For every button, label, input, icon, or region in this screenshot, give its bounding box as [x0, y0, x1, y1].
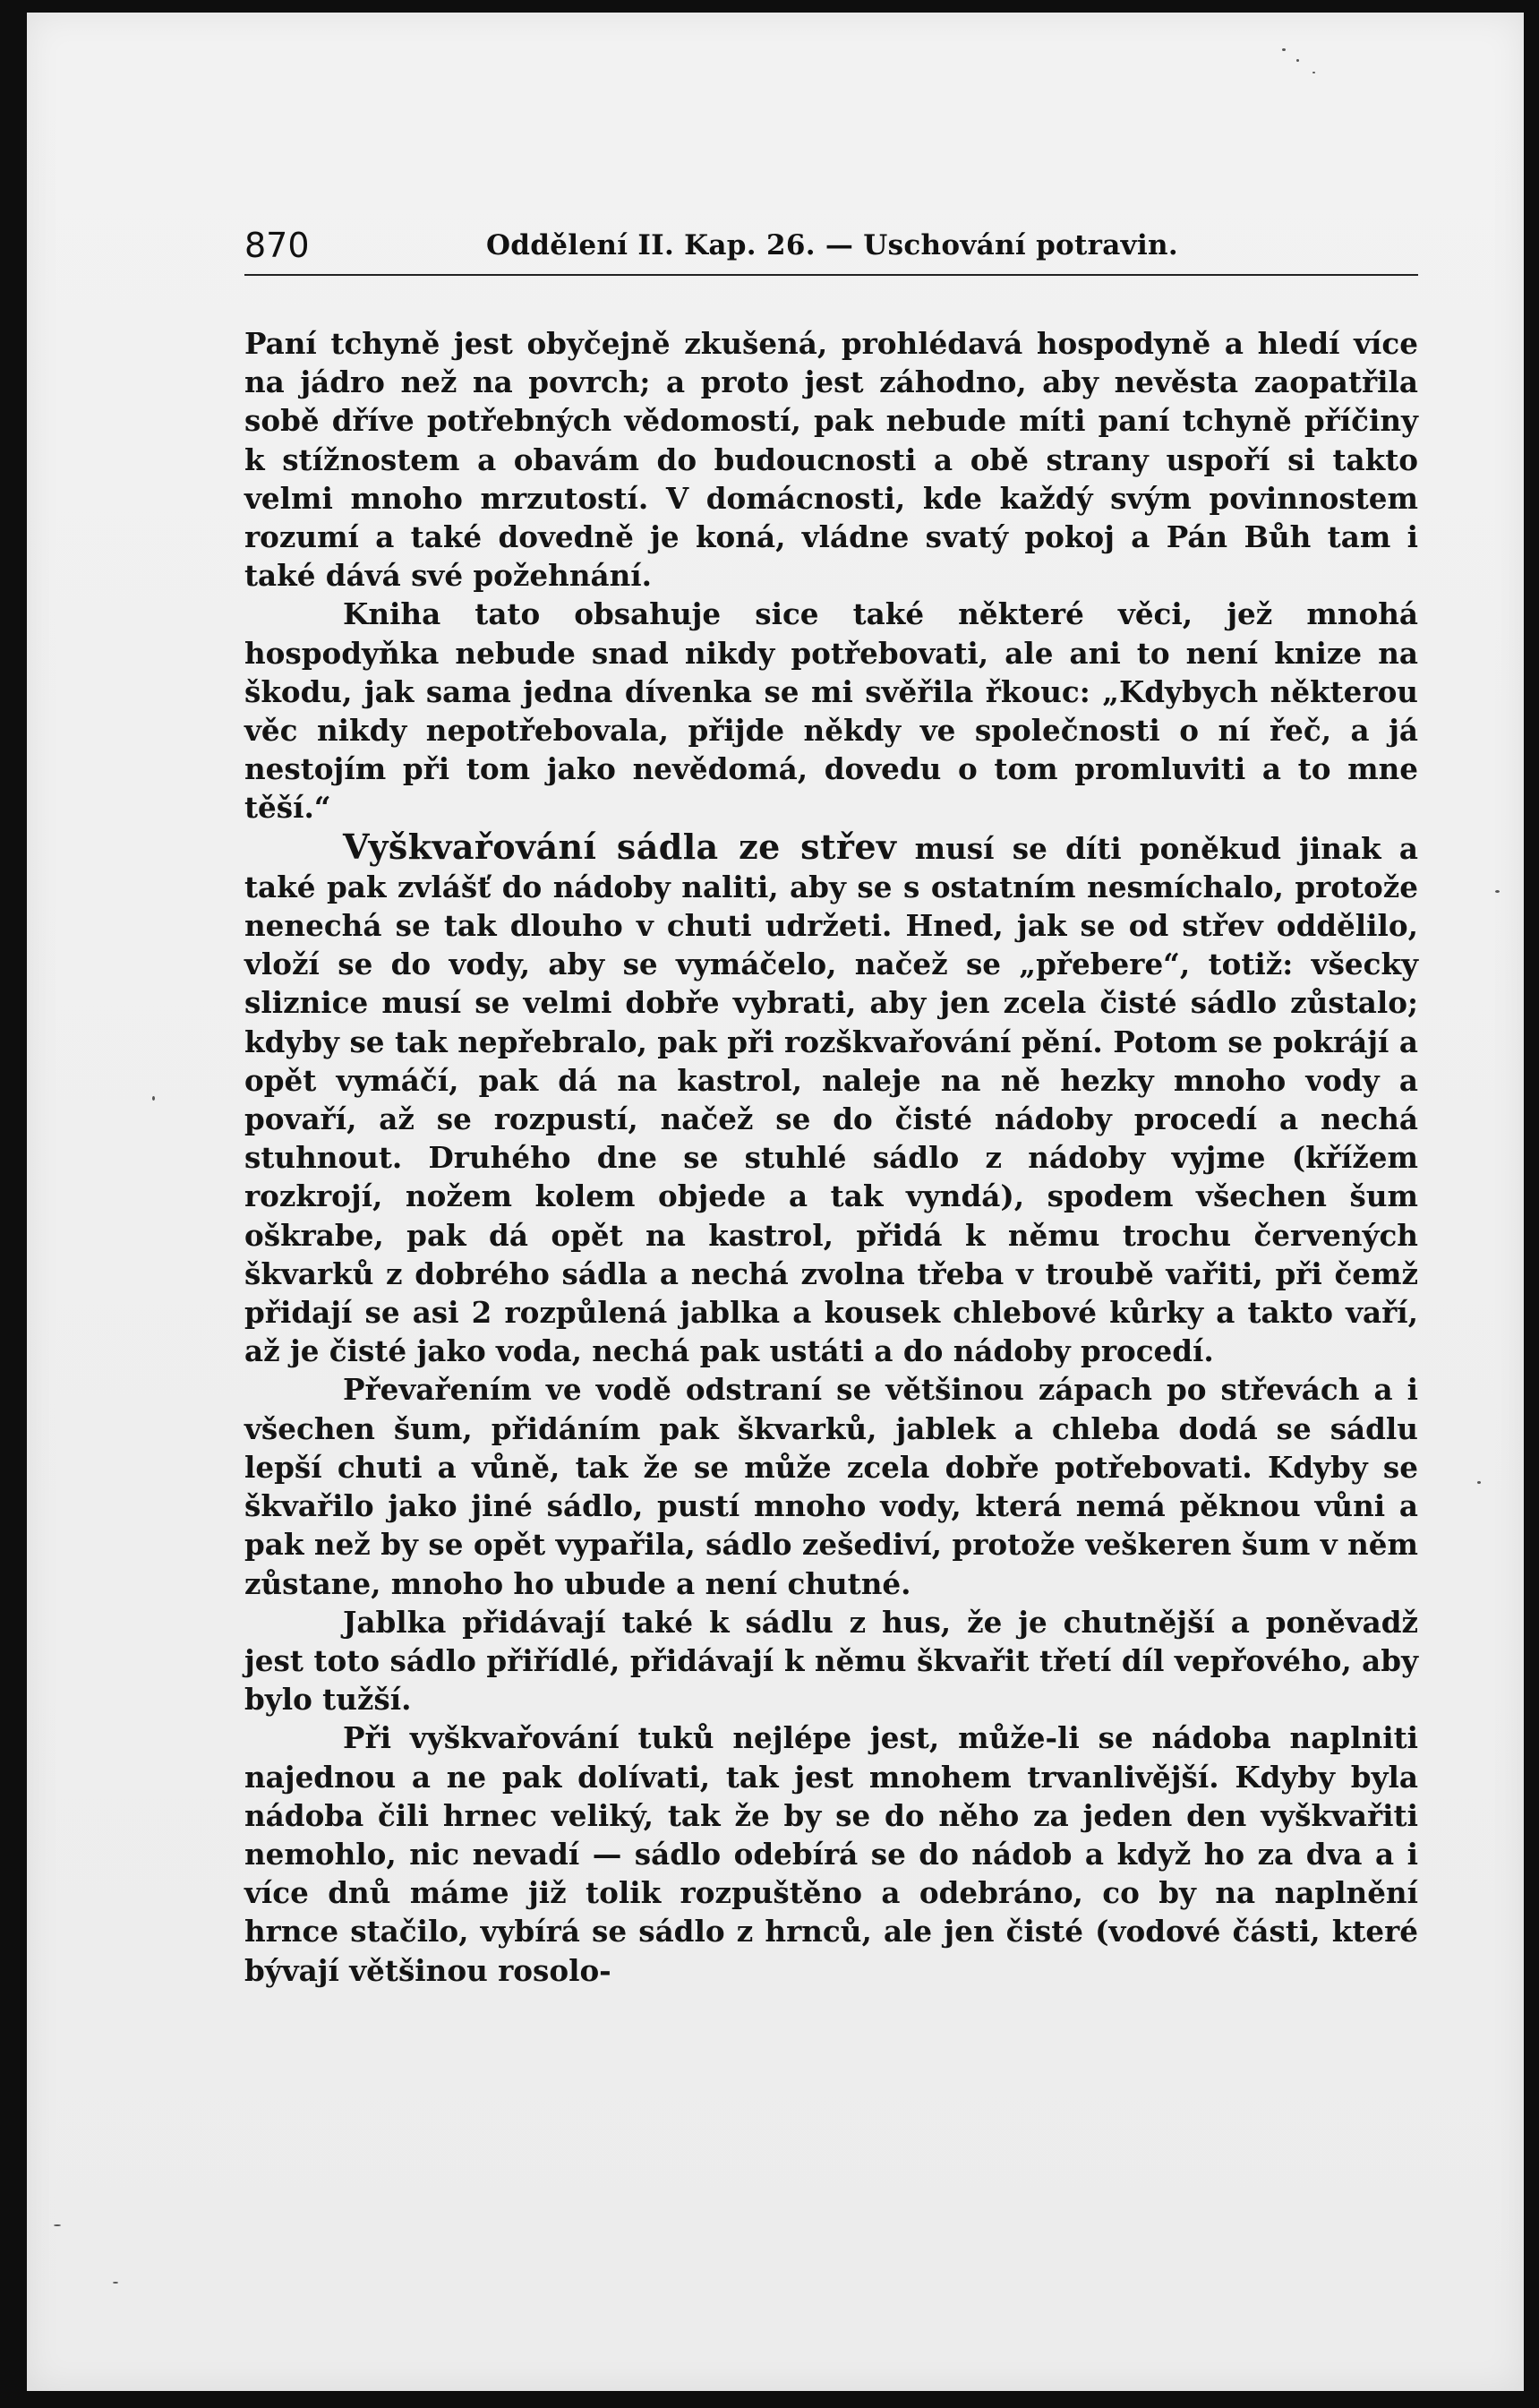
paragraph-6: Při vyškvařování tuků nejlépe jest, může-li se nádoba naplniti najednou a ne pak dolívati, tak jest mnohem trvanlivější. Kdyby byla nádoba čili hrnec veliký, tak že by se do něho za jeden den vyškvařiti nemohlo, nic nevadí — sádlo odebírá se do nádob a když ho za dva a i více dnů máme již tolik rozpuštěno a odebráno, co by na naplnění hrnce stačilo, vybírá se sádlo z hrnců, ale jen čisté (vodové části, které bývají většinou rosolo-	[244, 1720, 1418, 1988]
paragraph-3	[244, 827, 1418, 1371]
section-lead-heading: Vyškvařování sádla ze střev	[343, 826, 897, 867]
paragraph-5: Jablka přidávají také k sádlu z hus, že je chutnější a poněvadž jest toto sádlo přiřídlé, přidávají k němu škvařit třetí díl vepřového, aby bylo tužší.	[244, 1604, 1418, 1718]
paragraph-2: Kniha tato obsahuje sice také některé věci, jež mnohá hospodyňka nebude snad nikdy potřebovati, ale ani to není knize na škodu, jak sama jedna dívenka se mi svěřila řkouc: „Kdybych některou věc nikdy nepotřebovala, přijde někdy ve společnosti o ní řeč, a já nestojím při tom jako nevědomá, dovedu o tom promluviti a to mne těší.“	[244, 596, 1418, 826]
paragraph-3-text: musí se díti poněkud jinak a také pak zvlášť do nádoby naliti, aby se s ostatním nesmíchalo, protože nenechá se tak dlouho v chuti udržeti. Hned, jak se od střev oddělilo, vloží se do vody, aby se vymáčelo, načež se „přebere“, totiž: všecky sliznice musí se velmi dobře vybrati, aby jen zcela čisté sádlo zůstalo; kdyby se tak nepřebralo, pak při rozškvařování pění. Potom se pokrájí a opět vymáčí, pak dá na kastrol, naleje na ně hezky mnoho vody a povaří, až se rozpustí, načež se do čisté nádoby procedí a nechá stuhnout. Druhého dne se stuhlé sádlo z nádoby vyjme (křížem rozkrojí, nožem kolem objede a tak vyndá), spodem všechen šum oškrabe, pak dá opět na kastrol, přidá k němu trochu červených škvarků z dobrého sádla a nechá zvolna třeba v troubě vařiti, při čemž přidají se asi 2 rozpůlená jablka a kousek chlebové kůrky a takto vaří, až je čisté jako voda, nechá pak ustáti a do nádoby procedí.	[244, 830, 1418, 1369]
running-head-title: Oddělení II. Kap. 26. — Uschování potravin.	[486, 229, 1178, 261]
paragraph-1: Paní tchyně jest obyčejně zkušená, prohlédavá hospodyně a hledí více na jádro než na povrch; a proto jest záhodno, aby nevěsta zaopatřila sobě dříve potřebných vědomostí, pak nebude míti paní tchyně příčiny k stížnostem a obavám do budoucnosti a obě strany uspoří si takto velmi mnoho mrzutostí. V domácnosti, kde každý svým povinnostem rozumí a také dovedně je koná, vládne svatý pokoj a Pán Bůh tam i také dává své požehnání.	[244, 326, 1418, 594]
page-body-text	[244, 324, 1418, 1990]
running-header	[244, 220, 1418, 276]
paragraph-4: Převařením ve vodě odstraní se většinou zápach po střevách a i všechen šum, přidáním pak škvarků, jablek a chleba dodá se sádlu lepší chuti a vůně, tak že se může zcela dobře potřebovati. Kdyby se škvařilo jako jiné sádlo, pustí mnoho vody, která nemá pěknou vůni a pak než by se opět vypařila, sádlo zešediví, protože veškeren šum v něm zůstane, mnoho ho ubude a není chutné.	[244, 1372, 1418, 1601]
book-page	[27, 13, 1524, 2391]
page-number: 870	[244, 226, 310, 265]
